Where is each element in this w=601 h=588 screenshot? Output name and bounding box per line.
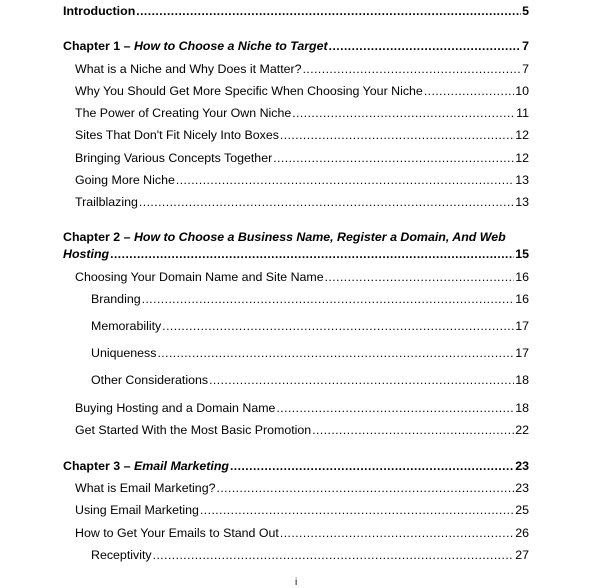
toc-page-number: 17 bbox=[515, 319, 529, 333]
toc-entry[interactable] bbox=[75, 195, 529, 210]
toc-entry[interactable] bbox=[75, 481, 529, 496]
toc-page-number: 22 bbox=[515, 423, 529, 437]
dot-leader bbox=[176, 173, 514, 188]
toc-entry[interactable] bbox=[75, 84, 529, 99]
toc-entry-title: Bringing Various Concepts Together bbox=[75, 151, 273, 165]
toc-page-number: 13 bbox=[515, 173, 529, 187]
toc-subentry[interactable] bbox=[91, 548, 529, 563]
toc-page-number: 25 bbox=[515, 503, 529, 517]
toc-page-number: 12 bbox=[515, 151, 529, 165]
toc-entry-chapter-3[interactable] bbox=[63, 459, 529, 474]
dot-leader bbox=[230, 459, 514, 474]
chapter-title: How to Choose a Business Name, Register a Domain, And Web bbox=[133, 230, 506, 244]
toc-entry-title: Sites That Don't Fit Nicely Into Boxes bbox=[75, 128, 279, 142]
dot-leader bbox=[312, 423, 514, 438]
toc-page-number: 16 bbox=[515, 292, 529, 306]
dot-leader bbox=[209, 373, 514, 388]
toc-entry-title: Using Email Marketing bbox=[75, 503, 199, 517]
toc-entry-title: How to Get Your Emails to Stand Out bbox=[75, 526, 279, 540]
dot-leader bbox=[325, 270, 515, 285]
toc-entry-title: Going More Niche bbox=[75, 173, 175, 187]
toc-page-number: 17 bbox=[515, 346, 529, 360]
toc-entry-title: Choosing Your Domain Name and Site Name bbox=[75, 270, 324, 284]
toc-chapter-heading bbox=[63, 39, 328, 54]
dot-leader bbox=[139, 195, 514, 210]
toc-entry-title: Branding bbox=[91, 292, 141, 306]
toc-entry-title: The Power of Creating Your Own Niche bbox=[75, 106, 292, 120]
toc-page-number: 7 bbox=[522, 39, 529, 53]
dot-leader bbox=[153, 548, 515, 563]
page-number-footer: i bbox=[295, 577, 298, 588]
toc-entry-chapter-2[interactable] bbox=[63, 247, 529, 262]
toc-entry-title: What is Email Marketing? bbox=[75, 481, 216, 495]
toc-entry-title: Buying Hosting and a Domain Name bbox=[75, 401, 276, 415]
dot-leader bbox=[216, 481, 514, 496]
dot-leader bbox=[280, 128, 514, 143]
toc-entry[interactable] bbox=[75, 106, 529, 121]
toc-page-number: 5 bbox=[522, 4, 529, 18]
toc-entry-introduction[interactable] bbox=[63, 4, 529, 19]
toc-entry-title: Other Considerations bbox=[91, 373, 209, 387]
toc-entry-title: Introduction bbox=[63, 4, 136, 18]
toc-chapter-heading bbox=[63, 459, 229, 474]
toc-subentry[interactable] bbox=[91, 292, 529, 307]
dot-leader bbox=[280, 526, 514, 541]
dot-leader bbox=[200, 503, 514, 518]
toc-page-number: 7 bbox=[522, 62, 529, 76]
dot-leader bbox=[273, 151, 514, 166]
chapter-prefix: Chapter 1 – bbox=[63, 39, 134, 53]
toc-entry[interactable] bbox=[75, 62, 529, 77]
toc-subentry[interactable] bbox=[91, 319, 529, 334]
toc-entry-title: Trailblazing bbox=[75, 195, 138, 209]
dot-leader bbox=[303, 62, 522, 77]
toc-entry[interactable] bbox=[75, 151, 529, 166]
dot-leader bbox=[162, 319, 514, 334]
chapter-title: How to Choose a Niche to Target bbox=[133, 39, 328, 53]
dot-leader bbox=[276, 401, 514, 416]
chapter-title-continued: Hosting bbox=[63, 247, 110, 261]
toc-entry[interactable] bbox=[75, 401, 529, 416]
toc-subentry[interactable] bbox=[91, 373, 529, 388]
toc-page-number: 11 bbox=[516, 106, 529, 120]
dot-leader bbox=[136, 4, 521, 19]
toc-entry[interactable] bbox=[75, 173, 529, 188]
chapter-prefix: Chapter 3 – bbox=[63, 459, 134, 473]
toc-entry[interactable] bbox=[75, 423, 529, 438]
toc-page-number: 26 bbox=[515, 526, 529, 540]
chapter-title: Email Marketing bbox=[133, 459, 229, 473]
toc-page-number: 10 bbox=[515, 84, 529, 98]
toc-page-number: 15 bbox=[515, 247, 529, 261]
toc-page-number: 27 bbox=[515, 548, 529, 562]
toc-entry-title: Get Started With the Most Basic Promotion bbox=[75, 423, 312, 437]
toc-entry[interactable] bbox=[75, 526, 529, 541]
toc-entry[interactable] bbox=[75, 128, 529, 143]
dot-leader bbox=[292, 106, 515, 121]
toc-entry-title: What is a Niche and Why Does it Matter? bbox=[75, 62, 302, 76]
toc-entry-title: Receptivity bbox=[91, 548, 152, 562]
dot-leader bbox=[329, 39, 521, 54]
toc-page-number: 23 bbox=[515, 481, 529, 495]
toc-page-number: 18 bbox=[515, 373, 529, 387]
toc-entry-title: Memorability bbox=[91, 319, 162, 333]
toc-subentry[interactable] bbox=[91, 346, 529, 361]
toc-page-number: 13 bbox=[515, 195, 529, 209]
toc-entry[interactable] bbox=[75, 270, 529, 285]
toc-entry-title: Uniqueness bbox=[91, 346, 157, 360]
dot-leader bbox=[424, 84, 514, 99]
toc-chapter-heading-line-1[interactable] bbox=[63, 230, 506, 245]
dot-leader bbox=[142, 292, 515, 307]
toc-entry-chapter-1[interactable] bbox=[63, 39, 529, 54]
toc-page-number: 12 bbox=[515, 128, 529, 142]
dot-leader bbox=[110, 247, 514, 262]
toc-page-number: 16 bbox=[515, 270, 529, 284]
toc-entry[interactable] bbox=[75, 503, 529, 518]
chapter-prefix: Chapter 2 – bbox=[63, 230, 134, 244]
toc-entry-title: Why You Should Get More Specific When Choosing Your Niche bbox=[75, 84, 423, 98]
toc-page-number: 18 bbox=[515, 401, 529, 415]
dot-leader bbox=[157, 346, 514, 361]
toc-page-number: 23 bbox=[515, 459, 529, 473]
